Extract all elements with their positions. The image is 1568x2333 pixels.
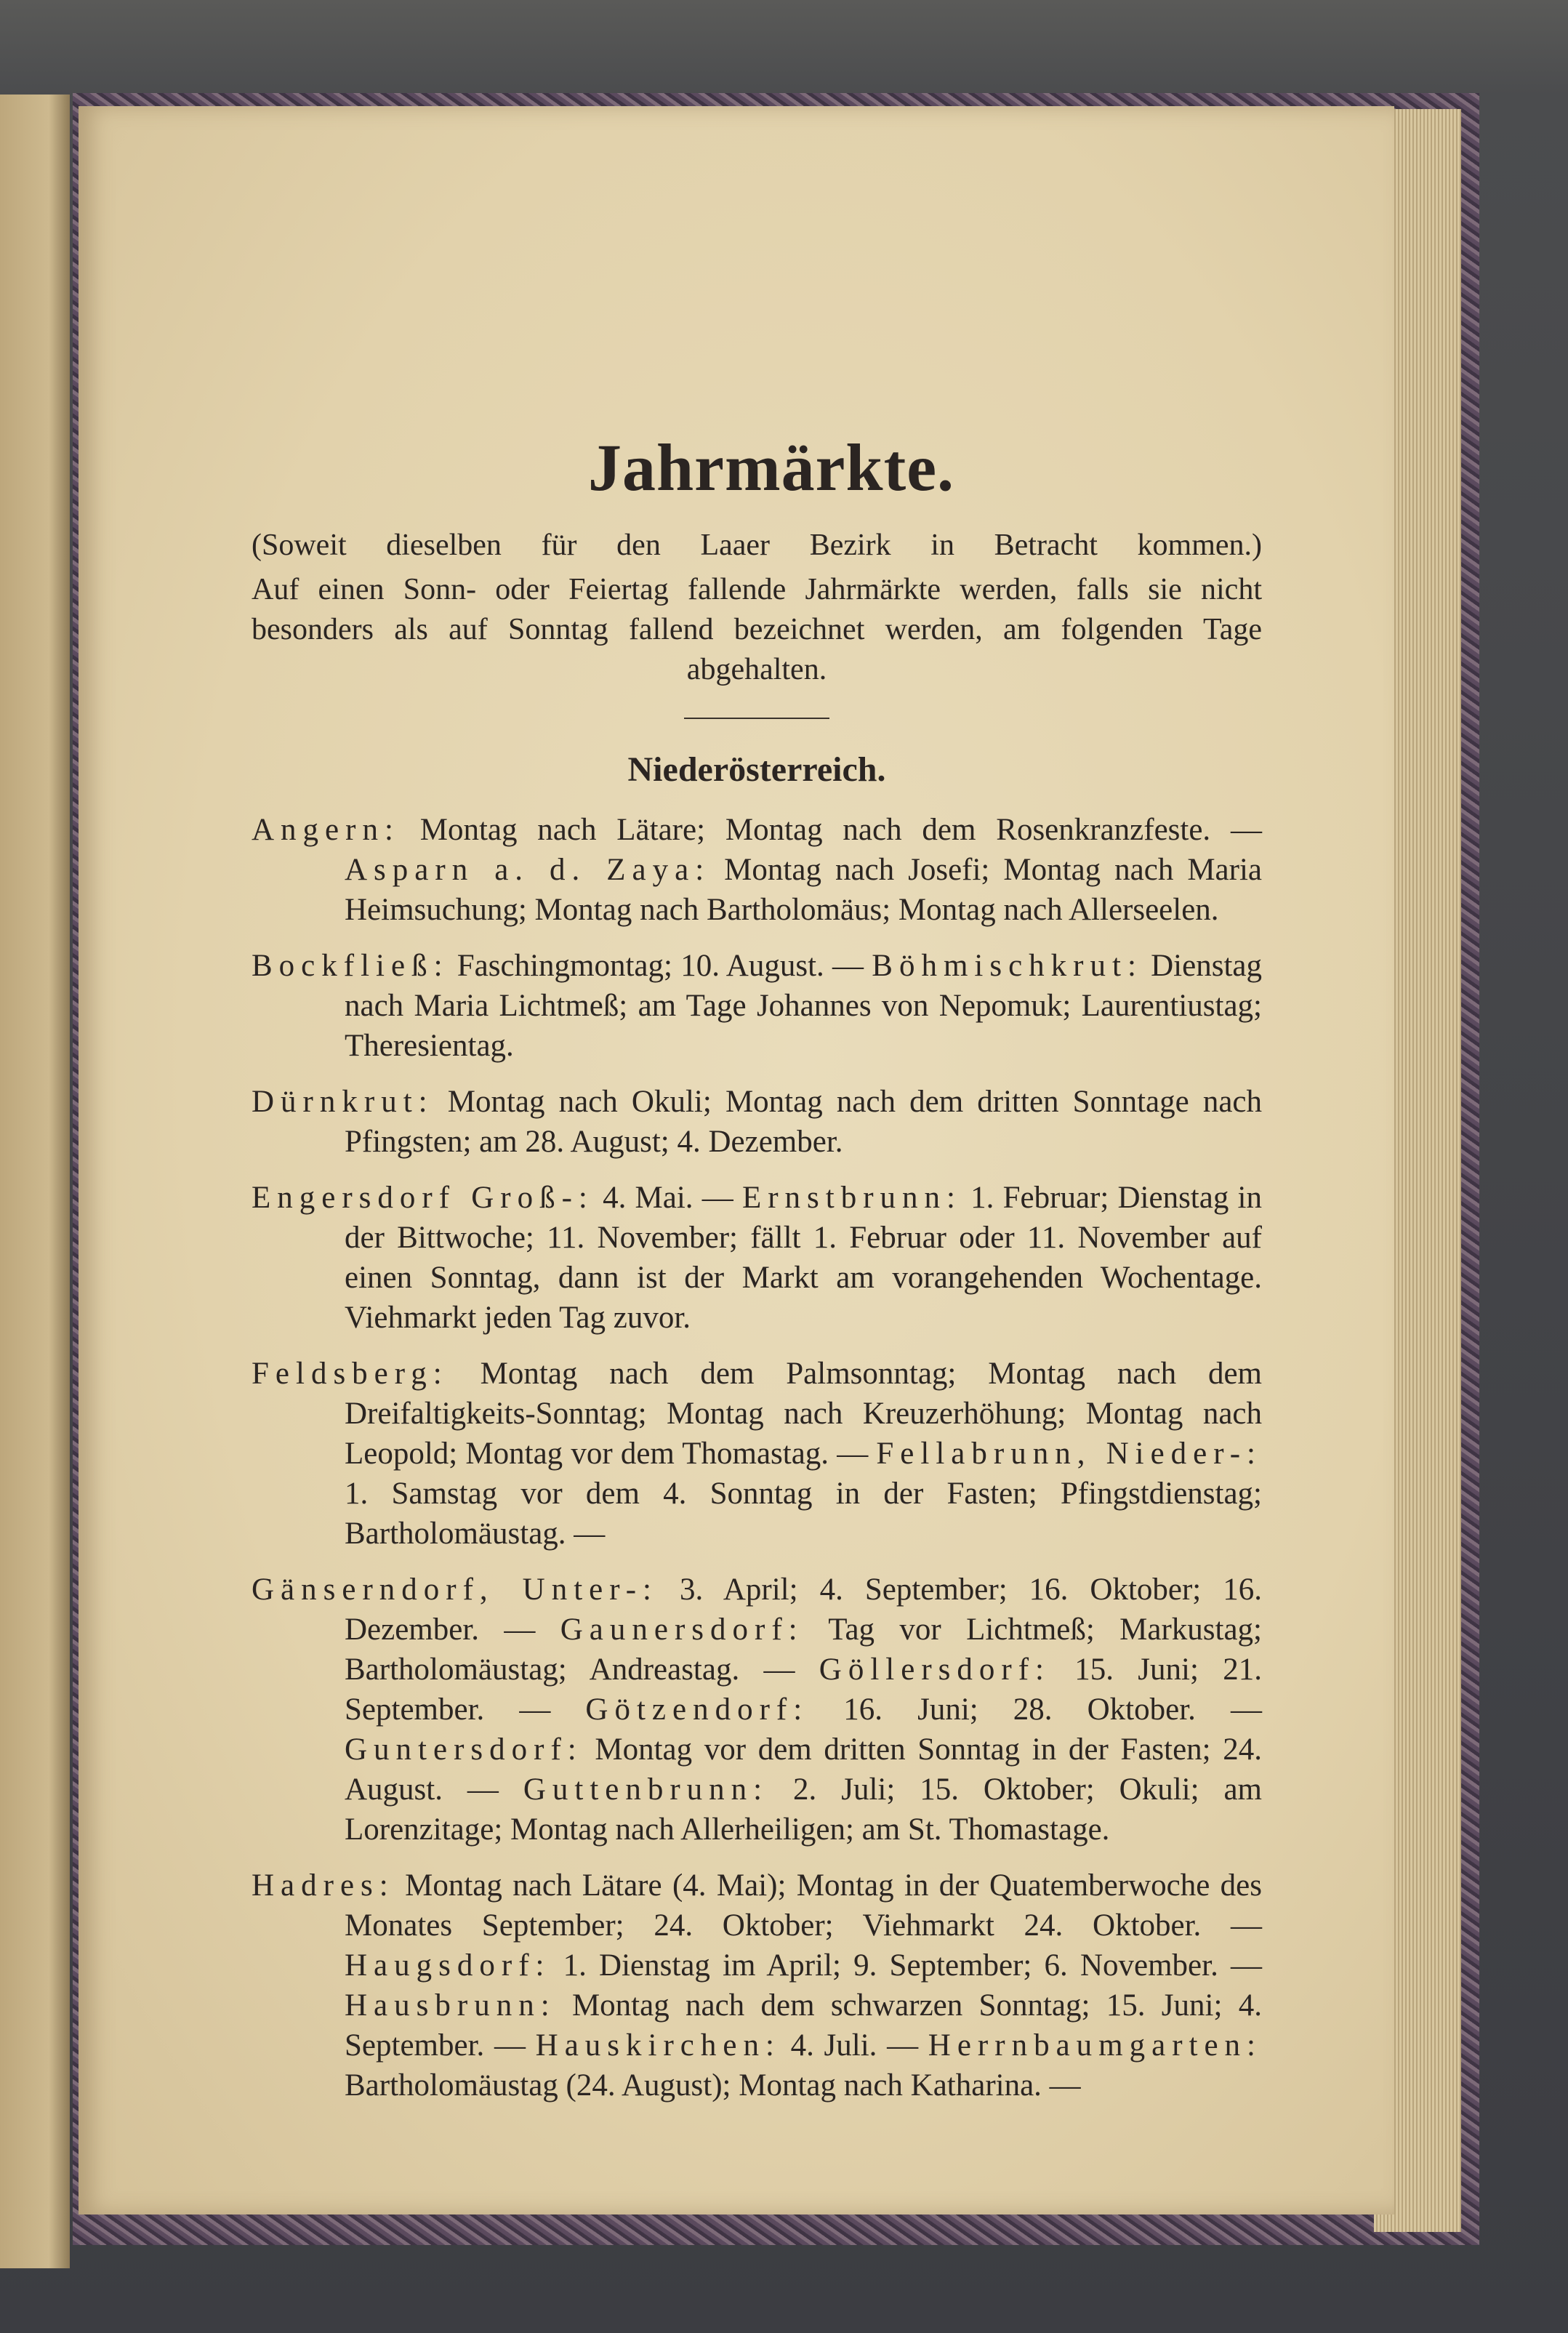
market-dates: Montag nach Okuli; Montag nach dem dritten Sonntage nach Pfingsten; am 28. August; 4. Dezember. <box>345 1085 1262 1159</box>
place-name: Guttenbrunn: <box>523 1772 769 1807</box>
market-dates: Bartholomäustag (24. August); Montag nach Katharina. — <box>345 2068 1081 2103</box>
place-name: Hadres: <box>252 1868 395 1903</box>
place-name: Engersdorf Groß-: <box>252 1181 594 1215</box>
market-dates: Montag nach dem schwarzen Sonntag; 15. Juni; 4. September. — <box>345 1988 1262 2063</box>
market-dates: Faschingmontag; 10. August. — <box>449 949 872 983</box>
market-entry <box>252 1178 1262 1338</box>
market-dates: 1. Dienstag im April; 9. September; 6. November. — <box>550 1948 1262 1983</box>
market-entries <box>252 810 1262 2105</box>
place-name: Gaunersdorf: <box>560 1613 804 1647</box>
place-name: Ernstbrunn: <box>741 1181 962 1215</box>
page-content <box>252 429 1262 2121</box>
market-entry <box>252 1866 1262 2105</box>
facing-page-edge <box>0 95 70 2268</box>
divider <box>684 718 829 719</box>
market-dates: 15. Juni; 21. September. — <box>345 1653 1262 1727</box>
market-dates: 1. Februar; Dienstag in der Bittwoche; 11. November; fällt 1. Februar oder 11. November auf einen Sonntag, dann ist der Markt am vorangehenden Wochentage. Viehmarkt jeden Tag zuvor. <box>345 1181 1262 1335</box>
market-entry <box>252 946 1262 1066</box>
market-dates: Montag nach Lätare; Montag nach dem Rosenkranzfeste. — <box>399 813 1262 847</box>
place-name: Hauskirchen: <box>535 2028 781 2063</box>
market-entry <box>252 810 1262 930</box>
place-name: Guntersdorf: <box>345 1732 583 1767</box>
market-dates: 2. Juli; 15. Oktober; Okuli; am Lorenzitage; Montag nach Allerheiligen; am St. Thomastage. <box>345 1772 1262 1847</box>
place-name: Fellabrunn, Nieder-: <box>876 1437 1262 1471</box>
place-name: Hausbrunn: <box>345 1988 556 2023</box>
market-dates: Dienstag nach Maria Lichtmeß; am Tage Johannes von Nepomuk; Laurentiustag; Theresientag. <box>345 949 1262 1063</box>
place-name: Böhmischkrut: <box>872 949 1143 983</box>
place-name: Dürnkrut: <box>252 1085 434 1119</box>
intro-paragraph: Auf einen Sonn- oder Feiertag fallende Jahrmärkte werden, falls sie nicht besonders als auf Sonntag fallend bezeichnet werden, am folgenden Tage abgehalten. <box>252 573 1262 686</box>
place-name: Herrnbaumgarten: <box>928 2028 1262 2063</box>
market-dates: 4. Juli. — <box>780 2028 928 2063</box>
page-title: Jahrmärkte. <box>587 430 955 505</box>
place-name: Götzendorf: <box>585 1692 809 1727</box>
market-entry <box>252 1082 1262 1162</box>
place-name: Haugsdorf: <box>345 1948 551 1983</box>
market-dates: 16. Juni; 28. Oktober. — <box>808 1692 1262 1727</box>
market-entry <box>252 1570 1262 1850</box>
market-entry <box>252 1354 1262 1554</box>
place-name: Bockfließ: <box>252 949 449 983</box>
section-heading: Niederösterreich. <box>627 750 886 789</box>
place-name: Gänserndorf, Unter-: <box>252 1573 658 1607</box>
place-name: Asparn a. d. Zaya: <box>345 853 711 887</box>
market-dates: Montag nach Josefi; Montag nach Maria Heimsuchung; Montag nach Bartholomäus; Montag nach Allerseelen. <box>345 853 1262 927</box>
market-dates: Tag vor Lichtmeß; Markustag; Bartholomäustag; Andreastag. — <box>345 1613 1262 1687</box>
place-name: Angern: <box>252 813 400 847</box>
market-dates: 1. Samstag vor dem 4. Sonntag in der Fasten; Pfingstdienstag; Bartholomäustag. — <box>345 1477 1262 1551</box>
place-name: Göllersdorf: <box>819 1653 1050 1687</box>
place-name: Feldsberg: <box>252 1357 449 1391</box>
page-subtitle: (Soweit dieselben für den Laaer Bezirk in Betracht kommen.) <box>252 529 1262 562</box>
market-dates: Montag nach Lätare (4. Mai); Montag in der Quatemberwoche des Monates September; 24. Oktober; Viehmarkt 24. Oktober. — <box>345 1868 1262 1943</box>
market-dates: Montag vor dem dritten Sonntag in der Fasten; 24. August. — <box>345 1732 1262 1807</box>
market-dates: Montag nach dem Palmsonntag; Montag nach dem Dreifaltigkeits-Sonntag; Montag nach Kreuzerhöhung; Montag nach Leopold; Montag vor dem Thomastag. — <box>345 1357 1262 1471</box>
market-dates: 4. Mai. — <box>593 1181 742 1215</box>
market-dates: 3. April; 4. September; 16. Oktober; 16. Dezember. — <box>345 1573 1262 1647</box>
